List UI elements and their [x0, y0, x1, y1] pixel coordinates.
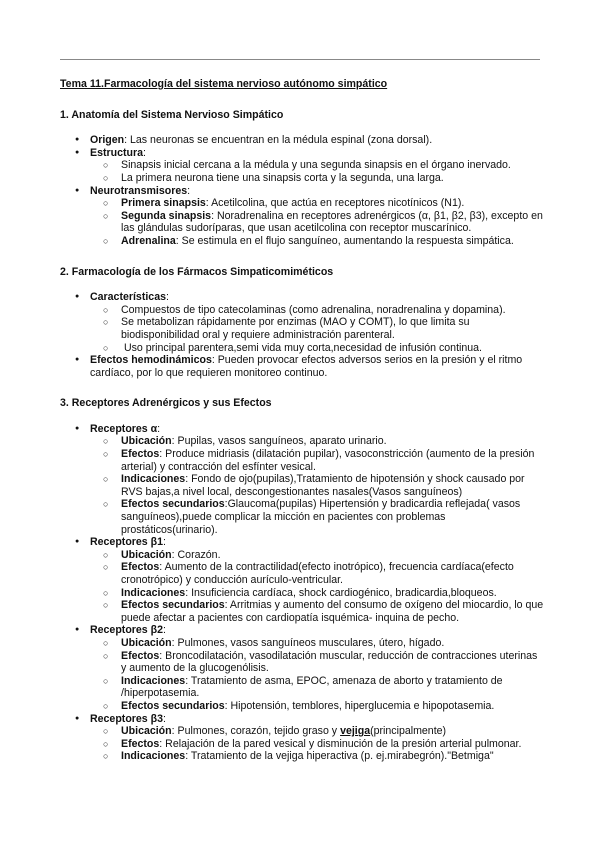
sub-text: : Pulmones, corazón, tejido graso y [171, 725, 341, 738]
sub-text: : Hipotensión, temblores, hiperglucemia e hipopotasemia. [224, 699, 495, 712]
sub-text: : Insuficiencia cardíaca, shock cardiogénico, bradicardia,bloqueos. [185, 586, 497, 599]
sublist-item [98, 599, 544, 624]
sublist-item [98, 498, 544, 536]
sublist-item [98, 561, 544, 586]
item-text: : Las neuronas se encuentran en la médula espinal (zona dorsal). [124, 134, 433, 147]
sublist-item [98, 725, 544, 738]
sublist [98, 435, 544, 536]
sub-label: Efectos [121, 448, 160, 461]
sub-text: : Acetilcolina, que actúa en receptores nicotínicos (N1). [205, 197, 465, 210]
item-label: Receptores β2 [90, 624, 164, 637]
sublist-item [98, 675, 544, 700]
item-label: Receptores β1 [90, 536, 164, 549]
sub-label: Efectos [121, 737, 160, 750]
sub-text: : Corazón. [171, 548, 221, 561]
list-item-beta2 [60, 624, 544, 712]
sublist [98, 197, 544, 247]
list-item [60, 147, 544, 185]
document-page [60, 78, 544, 763]
sub-text: : Se estimula en el flujo sanguíneo, aumentando la respuesta simpática. [175, 234, 514, 247]
colon: : [163, 536, 166, 549]
sub-label: Primera sinapsis [121, 197, 206, 210]
sub-text: : Tratamiento de la vejiga hiperactiva (p. ej.mirabegrón)."Betmiga" [185, 750, 494, 763]
sublist-item: ○ Compuestos de tipo catecolaminas (como adrenalina, noradrenalina y dopamina). [98, 304, 544, 317]
sub-label: Indicaciones [121, 473, 186, 486]
sub-label: Ubicación [121, 725, 172, 738]
colon: : [187, 184, 191, 197]
colon: : [163, 712, 166, 725]
sublist-item [98, 587, 544, 600]
sublist-item [98, 210, 544, 235]
sublist-item [98, 549, 544, 562]
list-item [60, 291, 544, 354]
sublist-item [98, 637, 544, 650]
item-text: : Pueden provocar efectos adversos serios en la presión y el ritmo cardíaco, por lo que requieren monitoreo continuo. [90, 354, 523, 379]
sublist-item: ○ Uso principal parentera,semi vida muy corta,necesidad de infusión continua. [98, 342, 544, 355]
sub-text: : Pupilas, vasos sanguíneos, aparato urinario. [171, 435, 387, 448]
sublist-item [98, 435, 544, 448]
sublist-item [98, 473, 544, 498]
sublist-item [98, 700, 544, 713]
sub-text: : Pulmones, vasos sanguíneos musculares, útero, hígado. [171, 636, 445, 649]
top-divider [60, 59, 540, 60]
sublist-item [98, 750, 544, 763]
sublist-item [98, 738, 544, 751]
section-heading-farmacologia: 2. Farmacología de los Fármacos Simpaticomiméticos [60, 265, 334, 278]
sublist [98, 304, 544, 354]
sublist [98, 637, 544, 713]
sub-label: Ubicación [121, 435, 172, 448]
sublist-item: ○ La primera neurona tiene una sinapsis corta y la segunda, una larga. [98, 172, 544, 185]
list-item-beta3 [60, 713, 544, 763]
anatomia-list [60, 134, 544, 247]
sublist-item [98, 448, 544, 473]
item-label: Características [90, 291, 166, 304]
sub-label: Efectos secundarios [121, 699, 225, 712]
sub-label: Indicaciones [121, 750, 186, 763]
section-heading-anatomia: 1. Anatomía del Sistema Nervioso Simpático [60, 108, 284, 121]
sublist [98, 159, 544, 184]
sub-text: :Glaucoma(pupilas) Hipertensión y bradicardia reflejada( vasos sanguíneos),puede complicar la micción en pacientes con problemas prostáticos(urinario). [121, 498, 521, 536]
sublist [98, 549, 544, 625]
section-heading-receptores: 3. Receptores Adrenérgicos y sus Efectos [60, 397, 272, 410]
item-label: Efectos hemodinámicos [90, 354, 212, 367]
sub-text: : Arritmias y aumento del consumo de oxígeno del miocardio, lo que puede afectar a pacientes con cardiopatía isquémica- inquina de pecho. [121, 599, 544, 624]
list-item-alpha [60, 423, 544, 536]
sub-text: (principalmente) [370, 725, 447, 738]
colon: : [165, 291, 169, 304]
sub-label: Efectos [121, 649, 160, 662]
colon: : [163, 624, 166, 637]
item-label: Neurotransmisores [90, 184, 188, 197]
sub-label: Indicaciones [121, 586, 186, 599]
sub-text: : Relajación de la pared vesical y disminución de la presión arterial pulmonar. [159, 737, 522, 750]
colon: : [157, 422, 161, 435]
sublist-item [98, 235, 544, 248]
sub-label: Efectos secundarios [121, 498, 225, 511]
sub-label: Efectos secundarios [121, 599, 225, 612]
item-label: Estructura [90, 146, 143, 159]
sub-label: Efectos [121, 561, 160, 574]
underlined-term: vejiga [340, 725, 371, 738]
item-label: Receptores β3 [90, 712, 164, 725]
sublist [98, 725, 544, 763]
sublist-item [98, 197, 544, 210]
list-item [60, 134, 544, 147]
list-item [60, 185, 544, 248]
item-label: Origen [90, 134, 125, 147]
sub-text: : Noradrenalina en receptores adrenérgicos (α, β1, β2, β3), excepto en las glándulas sudoríparas, que usan acetilcolina con receptor muscarínico. [121, 209, 543, 235]
sublist-item: ○ Se metabolizan rápidamente por enzimas (MAO y COMT), lo que limita su biodisponibilidad oral y requiere administración parenteral. [98, 316, 544, 341]
sub-text: : Aumento de la contractilidad(efecto inotrópico), frecuencia cardíaca(efecto cronotrópico) y conducción aurículo-ventricular. [121, 561, 514, 586]
receptores-list [60, 423, 544, 763]
page-title: Tema 11.Farmacología del sistema nervioso autónomo simpático [60, 78, 388, 90]
sub-text: : Fondo de ojo(pupilas),Tratamiento de hipotensión y shock causado por RVS bajas,a nivel local, descongestionantes nasales(Vasos sanguíneos) [121, 473, 525, 498]
sub-label: Adrenalina [121, 234, 176, 247]
item-label: Receptores α [90, 422, 158, 435]
list-item-beta1 [60, 536, 544, 624]
sub-text: : Broncodilatación, vasodilatación muscular, reducción de contracciones uterinas y aumento de la glucogenólisis. [121, 649, 538, 675]
sub-text: : Tratamiento de asma, EPOC, amenaza de aborto y tratamiento de /hiperpotasemia. [121, 674, 503, 700]
sub-label: Indicaciones [121, 674, 186, 687]
sublist-item: ○ Sinapsis inicial cercana a la médula y una segunda sinapsis en el órgano inervado. [98, 159, 544, 172]
list-item [60, 354, 544, 379]
sub-label: Segunda sinapsis [121, 209, 212, 222]
sub-text: : Produce midriasis (dilatación pupilar), vasoconstricción (aumento de la presión arterial) y contracción del esfínter vesical. [121, 448, 535, 473]
sub-label: Ubicación [121, 548, 172, 561]
sub-label: Ubicación [121, 636, 172, 649]
colon: : [142, 146, 146, 159]
sublist-item [98, 650, 544, 675]
farmacologia-list [60, 291, 544, 379]
